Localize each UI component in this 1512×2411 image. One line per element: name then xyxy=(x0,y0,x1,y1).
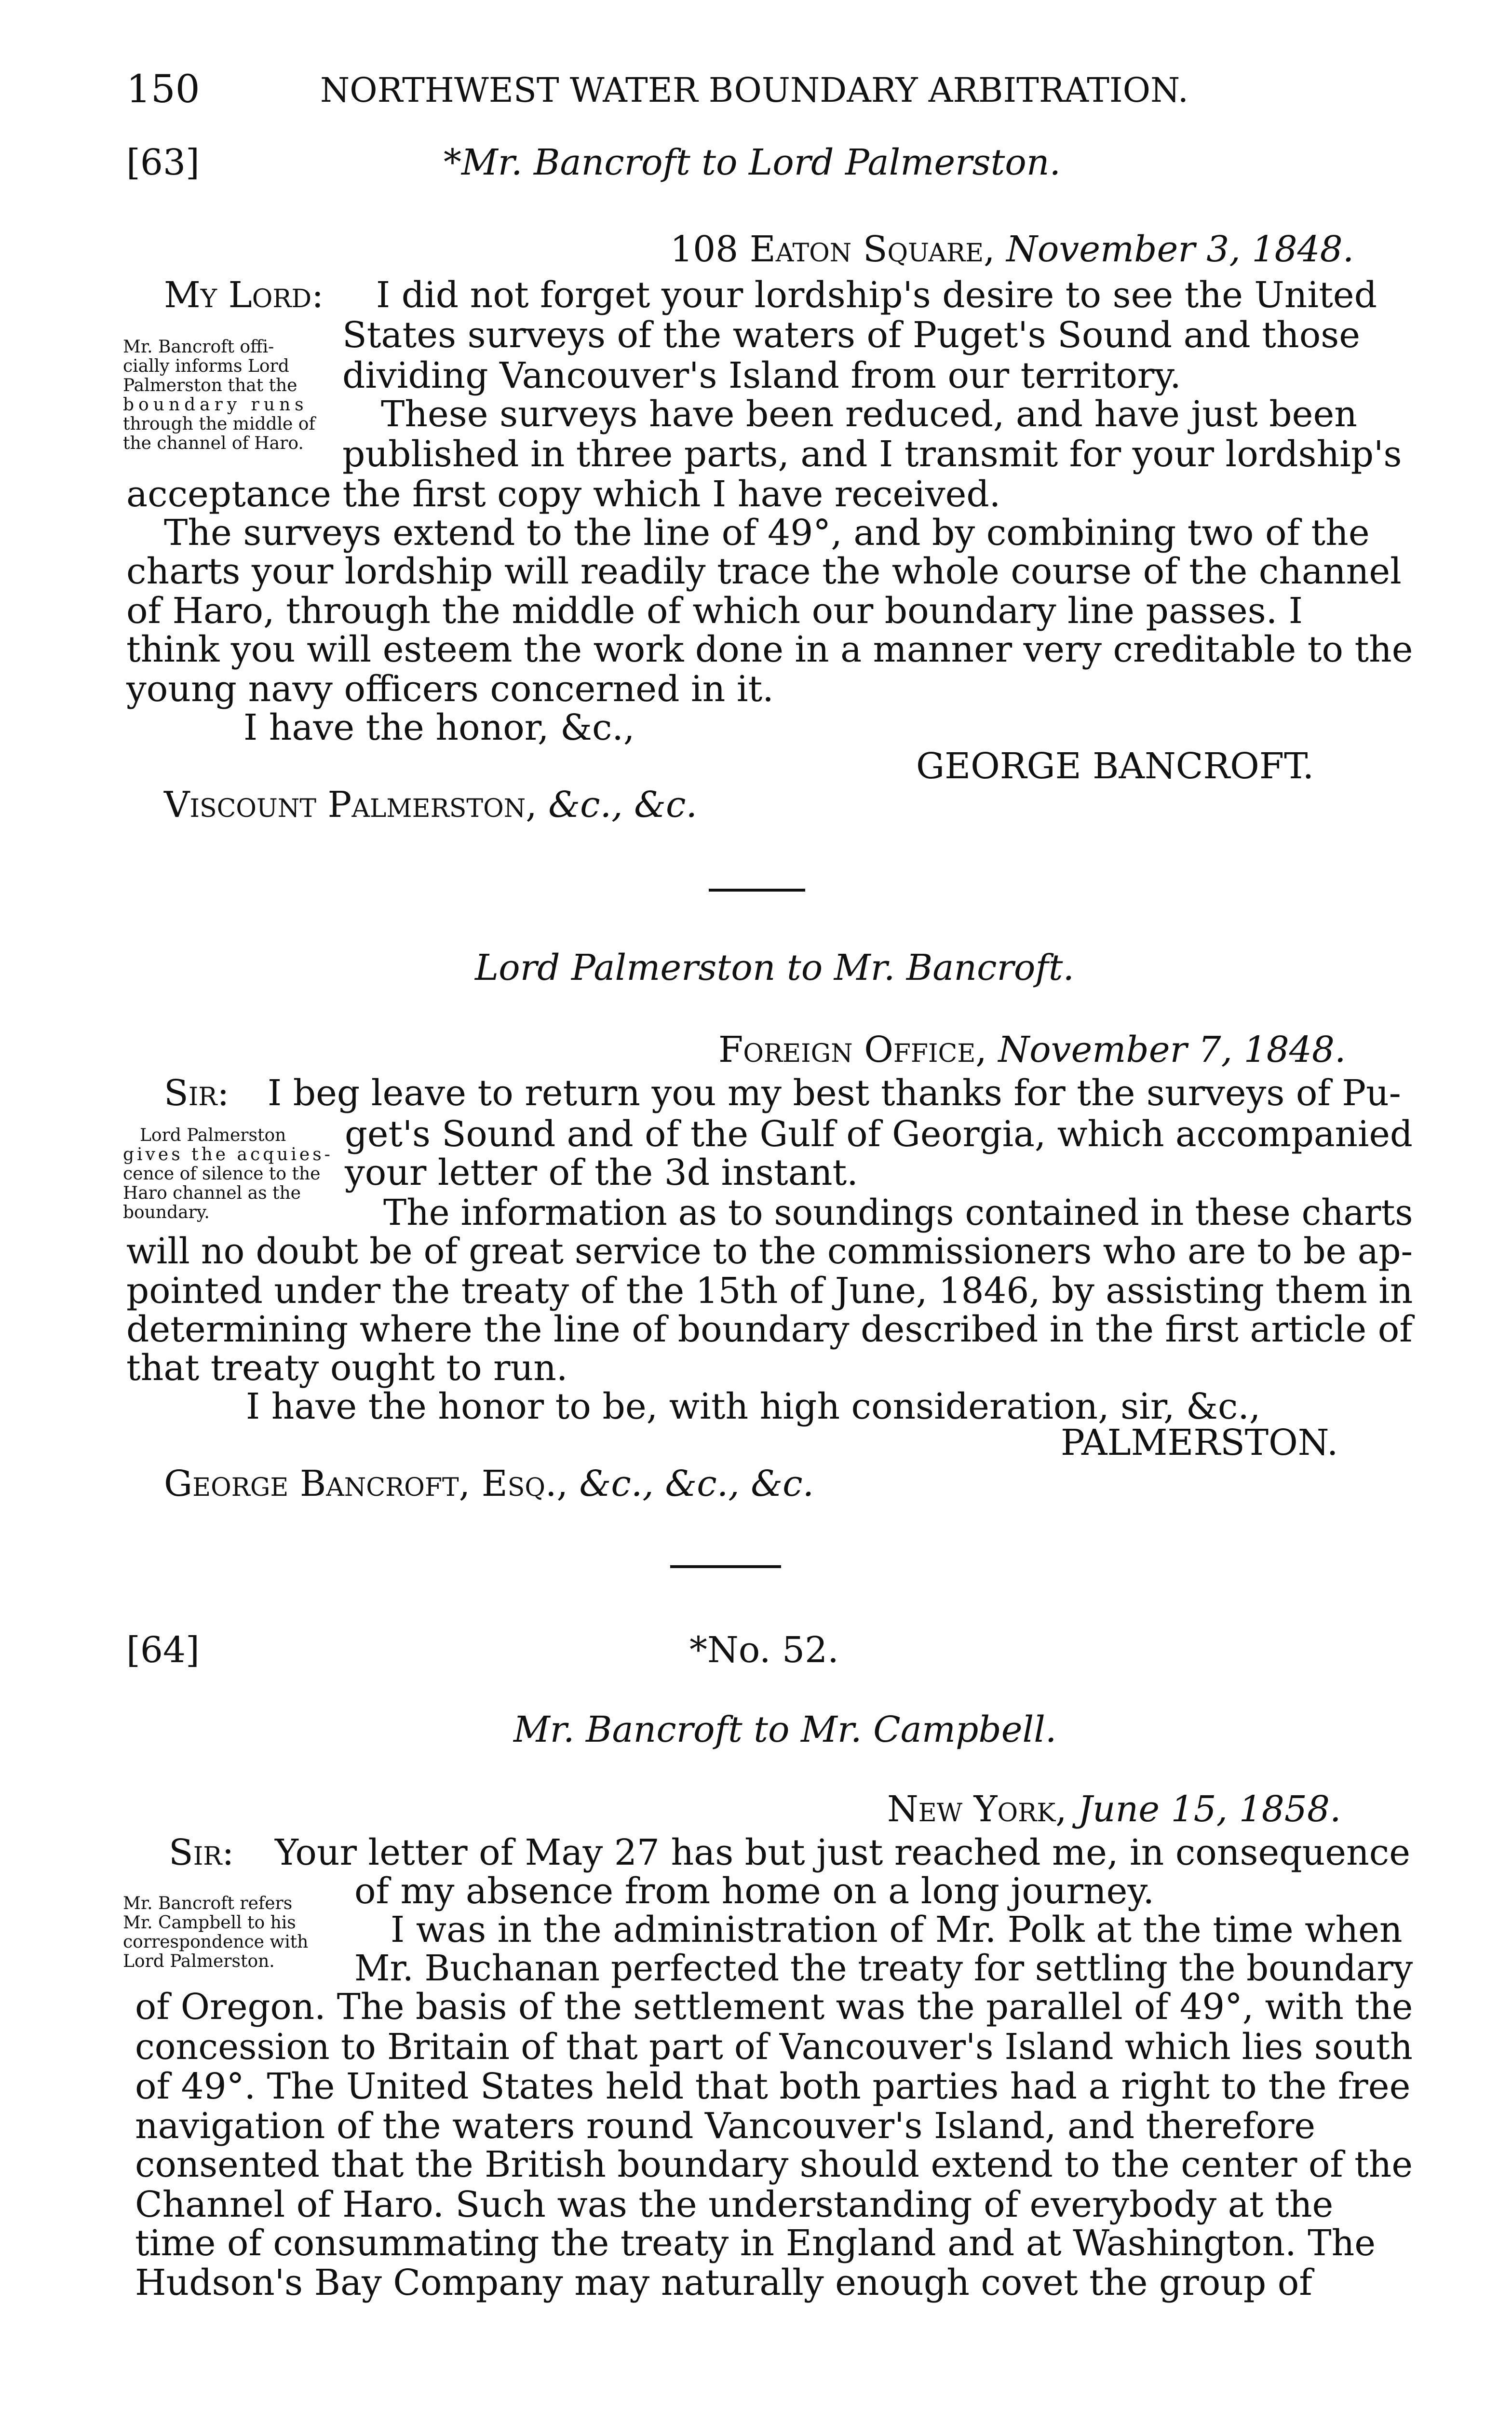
margin-note-line: Haro channel as the xyxy=(123,1183,301,1203)
letter1-line-11: young navy officers concerned in it. xyxy=(126,668,774,710)
letter2-line-2: get's Sound and of the Gulf of Georgia, which accompanied xyxy=(345,1113,1413,1155)
letter2-salutation: Sir: xyxy=(164,1072,230,1114)
letter2-line-7: determining where the line of boundary described in the first article of xyxy=(126,1309,1413,1350)
letter1-line-9: of Haro, through the middle of which our boundary line passes. I xyxy=(126,590,1303,632)
letter3-line-2: of my absence from home on a long journey. xyxy=(354,1870,1154,1912)
letter1-dateline-date: November 3, 1848. xyxy=(1006,229,1354,270)
letter2-dateline-place: Foreign Office, xyxy=(718,1029,987,1070)
letter2-line-6: pointed under the treaty of the 15th of June, 1846, by assisting them in xyxy=(126,1270,1413,1312)
margin-note-line: Mr. Bancroft offi- xyxy=(123,337,274,357)
margin-note-line: cence of silence to the xyxy=(123,1164,321,1184)
letter3-heading: Mr. Bancroft to Mr. Campbell. xyxy=(513,1709,1057,1750)
letter1-addressee xyxy=(164,784,697,826)
letter2-margin-note xyxy=(123,1126,333,1222)
letter1-line-1: I did not forget your lordship's desire to see the United xyxy=(376,274,1377,316)
letter3-number: *No. 52. xyxy=(689,1629,839,1671)
margin-note-line: gives the acquies- xyxy=(123,1145,333,1165)
letter2-signature: PALMERSTON. xyxy=(1061,1422,1338,1463)
letter2-line-3: your letter of the 3d instant. xyxy=(345,1152,858,1193)
letter1-line-12: I have the honor, &c., xyxy=(243,707,635,748)
letter3-line-4: Mr. Buchanan perfected the treaty for settling the boundary xyxy=(354,1948,1413,1989)
letter2-addressee xyxy=(164,1463,814,1504)
letter3-dateline-date: June 15, 1858. xyxy=(1078,1788,1341,1830)
letter1-ref: [63] xyxy=(126,142,200,183)
letter1-line-10: think you will esteem the work done in a manner very creditable to the xyxy=(126,629,1413,670)
letter3-line-6: concession to Britain of that part of Vancouver's Island which lies south xyxy=(135,2026,1413,2068)
letter3-dateline-place: New York, xyxy=(887,1788,1067,1830)
letter3-margin-note xyxy=(123,1894,308,1971)
letter3-line-10: Channel of Haro. Such was the understanding of everybody at the xyxy=(135,2184,1334,2225)
letter2-line-5: will no doubt be of great service to the commissioners who are to be ap- xyxy=(126,1231,1413,1272)
letter1-salutation: My Lord: xyxy=(164,274,324,316)
letter3-line-3: I was in the administration of Mr. Polk at the time when xyxy=(391,1909,1403,1950)
letter1-signature: GEORGE BANCROFT. xyxy=(916,745,1314,787)
running-title: NORTHWEST WATER BOUNDARY ARBITRATION. xyxy=(320,70,1188,110)
letter1-line-8: charts your lordship will readily trace the whole course of the channel xyxy=(126,551,1402,592)
section-divider xyxy=(709,889,805,892)
margin-note-line: Palmerston that the xyxy=(123,376,297,395)
letter2-line-4: The information as to soundings contained in these charts xyxy=(383,1192,1413,1233)
letter2-addressee-suffix: &c., &c., &c. xyxy=(579,1463,814,1504)
margin-note-line: Mr. Campbell to his xyxy=(123,1913,296,1933)
letter3-line-5: of Oregon. The basis of the settlement was the parallel of 49°, with the xyxy=(135,1986,1413,2028)
letter1-line-4: These surveys have been reduced, and have just been xyxy=(381,393,1357,435)
letter2-heading: Lord Palmerston to Mr. Bancroft. xyxy=(475,947,1075,989)
letter2-line-9: I have the honor to be, with high consideration, sir, &c., xyxy=(246,1386,1261,1427)
margin-note-line: Lord Palmerston xyxy=(140,1125,286,1145)
letter3-line-9: consented that the British boundary should extend to the center of the xyxy=(135,2144,1413,2185)
letter2-line-1: I beg leave to return you my best thanks for the surveys of Pu- xyxy=(268,1072,1401,1114)
letter1-dateline xyxy=(670,229,1354,270)
letter3-line-8: navigation of the waters round Vancouver's Island, and therefore xyxy=(135,2105,1316,2147)
letter3-line-11: time of consummating the treaty in England and at Washington. The xyxy=(135,2222,1376,2264)
letter1-dateline-place: 108 Eaton Square, xyxy=(670,229,995,270)
letter2-dateline-date: November 7, 1848. xyxy=(998,1029,1346,1070)
letter1-line-3: dividing Vancouver's Island from our territory. xyxy=(342,355,1181,396)
margin-note-line: through the middle of xyxy=(123,414,315,434)
letter1-margin-note xyxy=(123,338,315,453)
margin-note-line: boundary. xyxy=(123,1203,210,1222)
letter1-line-2: States surveys of the waters of Puget's Sound and those xyxy=(342,314,1361,356)
letter1-line-5: published in three parts, and I transmit for your lordship's xyxy=(342,433,1402,475)
margin-note-line: correspondence with xyxy=(123,1932,309,1952)
letter3-line-12: Hudson's Bay Company may naturally enough covet the group of xyxy=(135,2262,1312,2303)
section-divider xyxy=(670,1565,781,1568)
letter2-dateline xyxy=(718,1029,1346,1070)
margin-note-line: cially informs Lord xyxy=(123,356,289,376)
letter3-line-1: Your letter of May 27 has but just reached me, in consequence xyxy=(275,1832,1410,1873)
letter1-addressee-suffix: &c., &c. xyxy=(548,784,697,826)
margin-note-line: Lord Palmerston. xyxy=(123,1951,275,1971)
margin-note-line: boundary runs xyxy=(123,395,308,415)
letter3-ref: [64] xyxy=(126,1629,200,1671)
letter3-salutation: Sir: xyxy=(169,1832,234,1873)
letter2-addressee-name: George Bancroft, Esq., xyxy=(164,1463,568,1504)
letter1-heading: *Mr. Bancroft to Lord Palmerston. xyxy=(444,142,1061,183)
page-number: 150 xyxy=(126,67,200,111)
margin-note-line: Mr. Bancroft refers xyxy=(123,1894,293,1913)
letter1-line-7: The surveys extend to the line of 49°, and by combining two of the xyxy=(164,512,1370,554)
letter1-line-6: acceptance the first copy which I have received. xyxy=(126,474,1001,515)
letter1-addressee-name: Viscount Palmerston, xyxy=(164,784,537,826)
letter3-dateline xyxy=(887,1788,1341,1830)
letter3-line-7: of 49°. The United States held that both parties had a right to the free xyxy=(135,2066,1411,2107)
letter2-line-8: that treaty ought to run. xyxy=(126,1347,568,1389)
margin-note-line: the channel of Haro. xyxy=(123,433,304,453)
